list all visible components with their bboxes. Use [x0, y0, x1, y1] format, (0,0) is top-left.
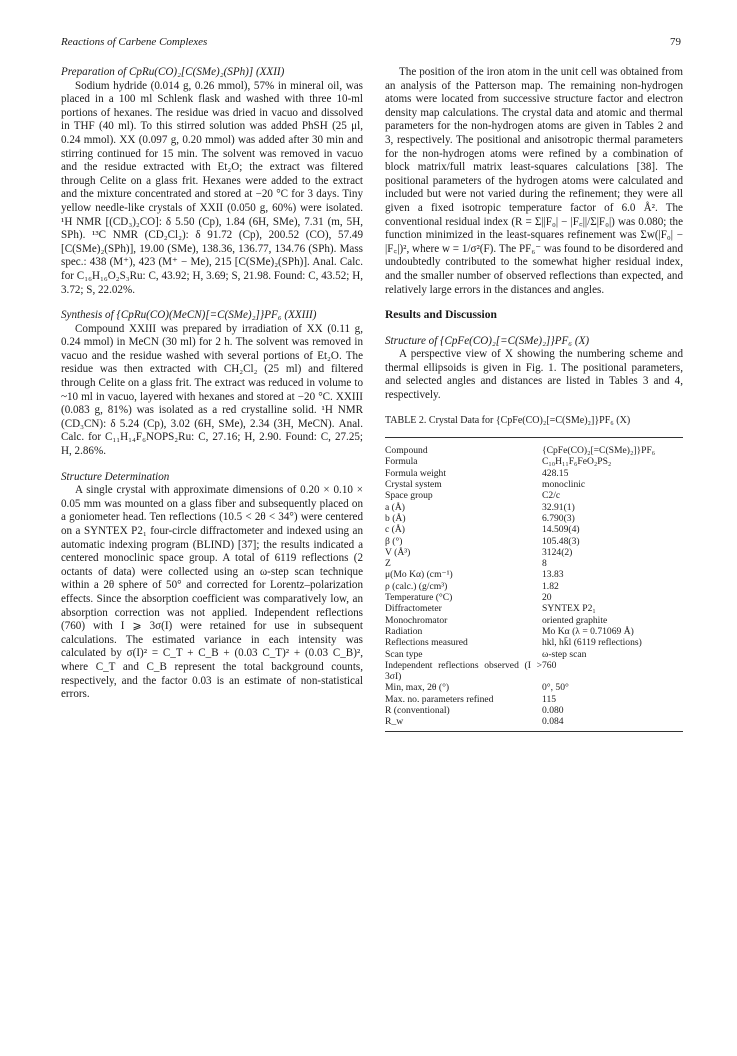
table-cell-value: C2/c — [542, 490, 561, 502]
table-row — [385, 581, 683, 592]
table-row — [385, 603, 683, 614]
table-row — [385, 694, 683, 705]
table-row — [385, 660, 683, 683]
table-cell-value: 760 — [542, 659, 557, 671]
table-cell-value: 1.82 — [542, 580, 559, 592]
table-cell-parameter: Formula — [385, 456, 418, 468]
table-cell-value: 105.48(3) — [542, 535, 580, 547]
paragraph-synthesis: Compound XXIII was prepared by irradiation of XX (0.11 g, 0.24 mmol) in MeCN (30 ml) for 2 h. The solvent was removed in vacuo and the residue washed with several portions of Et₂O. The residue was then extracted with CH₂Cl₂ (25 ml) and filtered through Celite on a glass frit. The extract was reduced in volume to ~10 ml in vacuo, layered with hexanes and stored at −20 °C. XXIII (0.083 g, 81%) was isolated as a red crystalline solid. ¹H NMR (CD₃CN): δ 5.24 (Cp), 3.02 (6H, SMe), 2.34 (3H, MeCN). Anal. Calc. for C₁₁H₁₄F₆NOPS₂Ru: C, 27.16; H, 2.90. Found: C, 27.25; H, 2.86%. — [61, 322, 363, 458]
table-cell-parameter: Independent reflections observed (I > 3σI) — [385, 659, 542, 683]
paragraph-preparation: Sodium hydride (0.014 g, 0.26 mmol), 57% in mineral oil, was placed in a 100 ml Schlenk flask and washed with three 10-ml portions of hexanes. The residue was dried in vacuo and dissolved in THF (40 ml). To this stirred solution was added PhSH (25 μl, 0.24 mmol). XX (0.097 g, 0.20 mmol) was added after 30 min and stirring continued for 15 min. The solvent was removed in vacuo and the residue extracted with Et₂O; the extract was filtered through Celite on a glass frit. Hexanes were added to the extract and the mixture concentrated and stored at −20 °C for 3 days. Tiny yellow needle-like crystals of XXII (0.050 g, 60%) were isolated. ¹H NMR [(CD₃)₂CO]: δ 5.50 (Cp), 1.84 (6H, SMe), 7.31 (m, 5H, SPh). ¹³C NMR (CD₂Cl₂): δ 91.72 (Cp), 200.52 (CO), 57.49 [C(SMe)₂(SPh)], 19.00 (SMe), 138.36, 136.77, 134.76 (SPh). Mass spec.: 438 (M⁺), 423 (M⁺ − Me), 215 [C(SMe)₂(SPh)]. Anal. Calc. for C₁₆H₁₆O₂S₃Ru: C, 43.92; H, 3.69; S, 21.98. Found: C, 43.52; H, 3.72; S, 22.02%. — [61, 79, 363, 296]
table-cell-parameter: β (°) — [385, 535, 403, 547]
table-cell-parameter: Diffractometer — [385, 603, 442, 615]
table-cell-value: 32.91(1) — [542, 501, 575, 513]
table-cell-value: 115 — [542, 693, 557, 705]
paragraph-structure-x: A perspective view of X showing the numbering scheme and thermal ellipsoids is given in Fig. 1. The positional parameters, and selected angles and distances are listed in Tables 3 and 4, respectively. — [385, 348, 683, 402]
table-row — [385, 502, 683, 513]
table-row — [385, 490, 683, 501]
table-row — [385, 479, 683, 490]
table-cell-parameter: R_w — [385, 716, 542, 731]
table-row — [385, 592, 683, 603]
table-row — [385, 456, 683, 467]
table-cell-parameter: Reflections measured — [385, 637, 468, 649]
crystal-data-table — [385, 437, 683, 731]
table-cell-value: 0.080 — [542, 704, 564, 716]
table-cell-value: 8 — [542, 558, 547, 570]
table-cell-parameter: c (Å) — [385, 524, 405, 536]
table-cell-value: 6.790(3) — [542, 512, 575, 524]
paragraph-refinement: The position of the iron atom in the unit cell was obtained from an analysis of the Patterson map. The remaining non-hydrogen atoms were located from successive structure factor and electron density map calculations. The crystal data and atomic and thermal parameters for the non-hydrogen atoms are given in Tables 2 and 3, respectively. The positional and anisotropic thermal parameters for the non-hydrogen atoms were refined by a combination of block matrix/full matrix least-squares calculations [38]. The positional parameters of the hydrogen atoms were calculated and included but were not varied during the refinement; they were all given a fixed isotropic temperature factor of 6.0 Å². The conventional residual index (R = Σ||F₀| − |F꜀||/Σ|F₀|) was 0.080; the function minimized in the least-squares refinement was Σw(|F₀| − |F꜀|)², where w = 1/σ²(F). The PF₆⁻ was found to be disordered and undoubtedly contributed to the somewhat higher residual index, and the smaller number of observed reflections than expected, and relatively large errors in the distances and angles. — [385, 66, 683, 296]
table-cell-value: oriented graphite — [542, 614, 608, 626]
running-head-title: Reactions of Carbene Complexes — [61, 36, 208, 48]
table-cell-value: 3124(2) — [542, 546, 573, 558]
table-cell-parameter: Crystal system — [385, 479, 442, 491]
table-cell-parameter: Compound — [385, 438, 542, 457]
table-row — [385, 626, 683, 637]
right-column — [385, 66, 683, 732]
table-row — [385, 547, 683, 558]
table-cell-value: 13.83 — [542, 569, 564, 581]
table-cell-parameter: Formula weight — [385, 467, 447, 479]
table-cell-parameter: μ(Mo Kα) (cm⁻¹) — [385, 569, 453, 581]
table-cell-value: C₁₀H₁₁F₆FeO₂PS₂ — [542, 456, 612, 468]
table-row — [385, 649, 683, 660]
table-cell-parameter: b (Å) — [385, 512, 406, 524]
paragraph-structure-determination: A single crystal with approximate dimensions of 0.20 × 0.10 × 0.05 mm was mounted on a glass fiber and subsequently placed on a goniometer head. Ten reflections (10.5 < 2θ < 34°) were centered on a SYNTEX P2₁ four-circle diffractometer and indexed using an automatic indexing program (BLIND) [37]; the results indicated a centered monoclinic space group. A total of 6119 reflections (2 octants of data) were collected using an ω-step scan technique within a 2θ sphere of 50° and corrected for Lorentz–polarization effects. Since the absorption coefficient was comparatively low, an absorption correction was not applied. Independent reflections (760) with I ⩾ 3σ(I) were retained for use in subsequent calculations. The estimated variance in each intensity was calculated by σ(I)² = C_T + C_B + (0.03 C_T)² + (0.03 C_B)², where C_T and C_B represent the total background counts, respectively, and the factor 0.03 is an estimate of non-statistical errors. — [61, 484, 363, 701]
table-cell-value: 428.15 — [542, 467, 569, 479]
table-cell-value: 0°, 50° — [542, 682, 569, 694]
table-row — [385, 682, 683, 693]
table-cell-parameter: Scan type — [385, 648, 423, 660]
table-row — [385, 524, 683, 535]
table-cell-value: 14.509(4) — [542, 524, 580, 536]
table-row — [385, 569, 683, 580]
table-cell-value: 20 — [542, 592, 552, 604]
left-column — [61, 66, 363, 702]
table-cell-value: Mo Kα (λ = 0.71069 Å) — [542, 625, 634, 637]
table-cell-parameter: Radiation — [385, 625, 423, 637]
table-cell-parameter: Monochromator — [385, 614, 448, 626]
section-heading-structure-determination: Structure Determination — [61, 470, 170, 483]
table-row — [385, 513, 683, 524]
table-cell-value: 0.084 — [542, 716, 683, 731]
table-cell-parameter: ρ (calc.) (g/cm³) — [385, 580, 448, 592]
table-cell-value: monoclinic — [542, 479, 586, 491]
table-row — [385, 558, 683, 569]
table-cell-value: {CpFe(CO)₂[=C(SMe)₂]}PF₆ — [542, 438, 683, 457]
table-cell-parameter: Max. no. parameters refined — [385, 693, 494, 705]
table-cell-parameter: Temperature (°C) — [385, 592, 453, 604]
table-cell-parameter: Z — [385, 558, 391, 570]
table-cell-parameter: R (conventional) — [385, 704, 450, 716]
table-cell-parameter: Space group — [385, 490, 433, 502]
table-caption: TABLE 2. Crystal Data for {CpFe(CO)₂[=C(SMe)₂]}PF₆ (X) — [385, 414, 631, 426]
table-row — [385, 705, 683, 716]
table-row — [385, 615, 683, 626]
table-cell-parameter: V (Å³) — [385, 546, 411, 558]
section-heading-synthesis: Synthesis of {CpRu(CO)(MeCN)[=C(SMe)₂]}PF₆ (XXIII) — [61, 309, 317, 322]
page-number: 79 — [670, 36, 681, 48]
table-cell-parameter: a (Å) — [385, 501, 405, 513]
subsection-heading-structure-x: Structure of {CpFe(CO)₂[=C(SMe)₂]}PF₆ (X) — [385, 334, 590, 347]
table-cell-value: ω-step scan — [542, 648, 587, 660]
running-head — [61, 36, 681, 52]
table-row — [385, 536, 683, 547]
section-heading-preparation: Preparation of CpRu(CO)₂[C(SMe)₂(SPh)] (XXII) — [61, 66, 285, 78]
table-cell-value: SYNTEX P2₁ — [542, 603, 596, 615]
section-heading-results: Results and Discussion — [385, 309, 497, 322]
table-cell-value: hkl, hk̄l (6119 reflections) — [542, 637, 642, 649]
table-row — [385, 438, 683, 457]
table-row — [385, 468, 683, 479]
table-row — [385, 716, 683, 731]
table-cell-parameter: Min, max, 2θ (°) — [385, 682, 450, 694]
table-row — [385, 637, 683, 648]
